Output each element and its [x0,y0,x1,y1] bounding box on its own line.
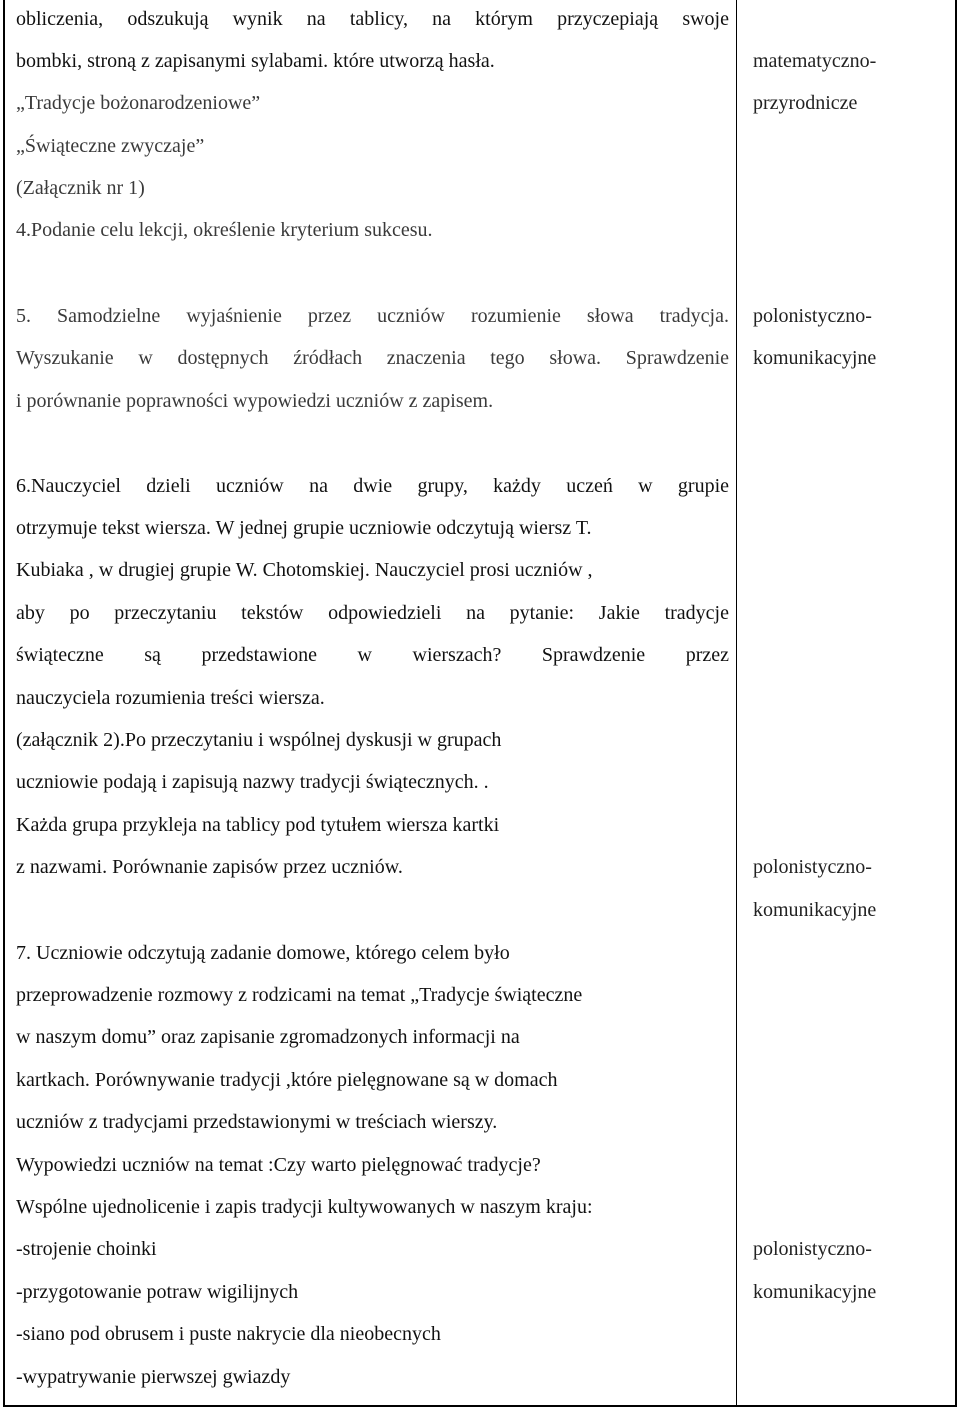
text-line: -przygotowanie potraw wigilijnych [16,1281,299,1303]
category-label: matematyczno- [753,50,877,72]
category-label: komunikacyjne [753,1281,877,1303]
text-line: z nazwami. Porównanie zapisów przez uczniów. [16,856,403,878]
text-line: aby po przeczytaniu tekstów odpowiedzieli na pytanie: Jakie tradycje [16,602,729,624]
text-line: w naszym domu” oraz zapisanie zgromadzonych informacji na [16,1026,520,1048]
text-line: nauczyciela rozumienia treści wiersza. [16,687,325,709]
text-line: i porównanie poprawności wypowiedzi uczniów z zapisem. [16,390,494,412]
text-line: -siano pod obrusem i puste nakrycie dla nieobecnych [16,1323,441,1345]
text-line: „Świąteczne zwyczaje” [16,135,205,157]
text-line: -strojenie choinki [16,1238,157,1260]
text-line: (Załącznik nr 1) [16,177,145,199]
text-line: -wypatrywanie pierwszej gwiazdy [16,1366,291,1388]
category-label: polonistyczno- [753,1238,872,1260]
text-line: (załącznik 2).Po przeczytaniu i wspólnej dyskusji w grupach [16,729,502,751]
category-label: polonistyczno- [753,856,872,878]
text-line: otrzymuje tekst wiersza. W jednej grupie uczniowie odczytują wiersz T. [16,517,592,539]
text-line: 5. Samodzielne wyjaśnienie przez uczniów rozumienie słowa tradycja. [16,305,729,327]
text-line: 6.Nauczyciel dzieli uczniów na dwie grupy, każdy uczeń w grupie [16,475,729,497]
column-divider [736,0,737,1407]
text-line: kartkach. Porównywanie tradycji ,które pielęgnowane są w domach [16,1069,558,1091]
text-line: „Tradycje bożonarodzeniowe” [16,92,261,114]
text-line: 7. Uczniowie odczytują zadanie domowe, którego celem było [16,942,510,964]
text-line: Wspólne ujednolicenie i zapis tradycji kultywowanych w naszym kraju: [16,1196,593,1218]
text-line: przeprowadzenie rozmowy z rodzicami na temat „Tradycje świąteczne [16,984,583,1006]
text-line: obliczenia, odszukują wynik na tablicy, na którym przyczepiają swoje [16,8,729,30]
category-label: przyrodnicze [753,92,858,114]
text-line: uczniowie podają i zapisują nazwy tradycji świątecznych. . [16,771,489,793]
text-line: uczniów z tradycjami przedstawionymi w treściach wierszy. [16,1111,498,1133]
text-line: Każda grupa przykleja na tablicy pod tytułem wiersza kartki [16,814,500,836]
text-line: Wypowiedzi uczniów na temat :Czy warto pielęgnować tradycje? [16,1154,541,1176]
category-label: komunikacyjne [753,347,877,369]
category-label: polonistyczno- [753,305,872,327]
text-line: Kubiaka , w drugiej grupie W. Chotomskiej. Nauczyciel prosi uczniów , [16,559,593,581]
text-line: świąteczne są przedstawione w wierszach? Sprawdzenie przez [16,644,729,666]
text-line: bombki, stroną z zapisanymi sylabami. które utworzą hasła. [16,50,495,72]
category-label: komunikacyjne [753,899,877,921]
text-line: Wyszukanie w dostępnych źródłach znaczenia tego słowa. Sprawdzenie [16,347,729,369]
text-line: 4.Podanie celu lekcji, określenie kryterium sukcesu. [16,219,433,241]
